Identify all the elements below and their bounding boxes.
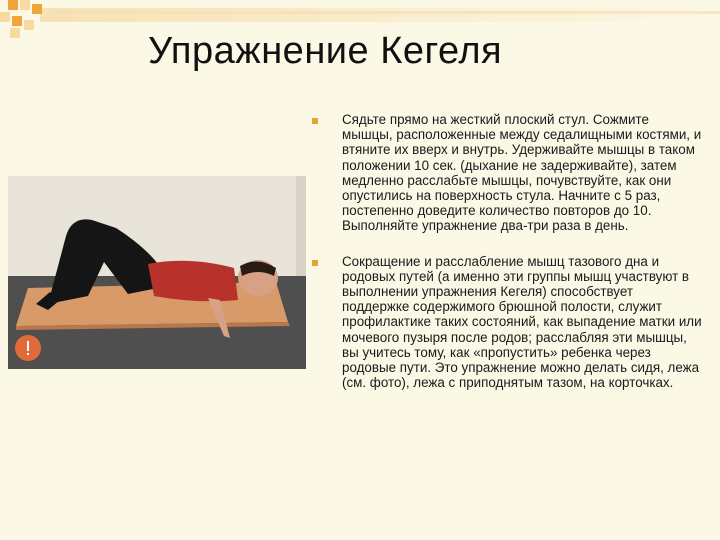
bullet-text: Сядьте прямо на жесткий плоский стул. Сожмите мышцы, расположенные между седалищными костями, и втяните их вверх и внутрь. Удерживайте мышцы в таком положении 10 сек. (дыхание не задерживайте), затем медленно расслабьте мышцы, почувствуйте, как они опустились на поверхность стула. Начните с 5 раз, постепенно доведите количество повторов до 10. Выполняйте упражнение два-три раза в день. — [342, 112, 702, 234]
bullet-square-icon — [312, 118, 318, 124]
exercise-photo — [8, 176, 306, 369]
bullet-item — [312, 254, 712, 391]
slide-title: Упражнение Кегеля — [148, 30, 503, 72]
bullet-square-icon — [312, 260, 318, 266]
exercise-photo-icon — [8, 176, 306, 369]
bullet-list — [312, 112, 712, 410]
bullet-text: Сокращение и расслабление мышц тазового дна и родовых путей (а именно эти группы мышц участвуют в выполнении упражнения Кегеля) способствует поддержке содержимого брюшной полости, служит профилактике таких состояний, как выпадение матки или мочевого пузыря после родов; расслабляя эти мышцы, вы учитесь тому, как «пропустить» ребенка через родовые пути. Это упражнение можно делать сидя, лежа (см. фото), лежа с приподнятым тазом, на корточках. — [342, 253, 702, 391]
bullet-item — [312, 112, 712, 234]
